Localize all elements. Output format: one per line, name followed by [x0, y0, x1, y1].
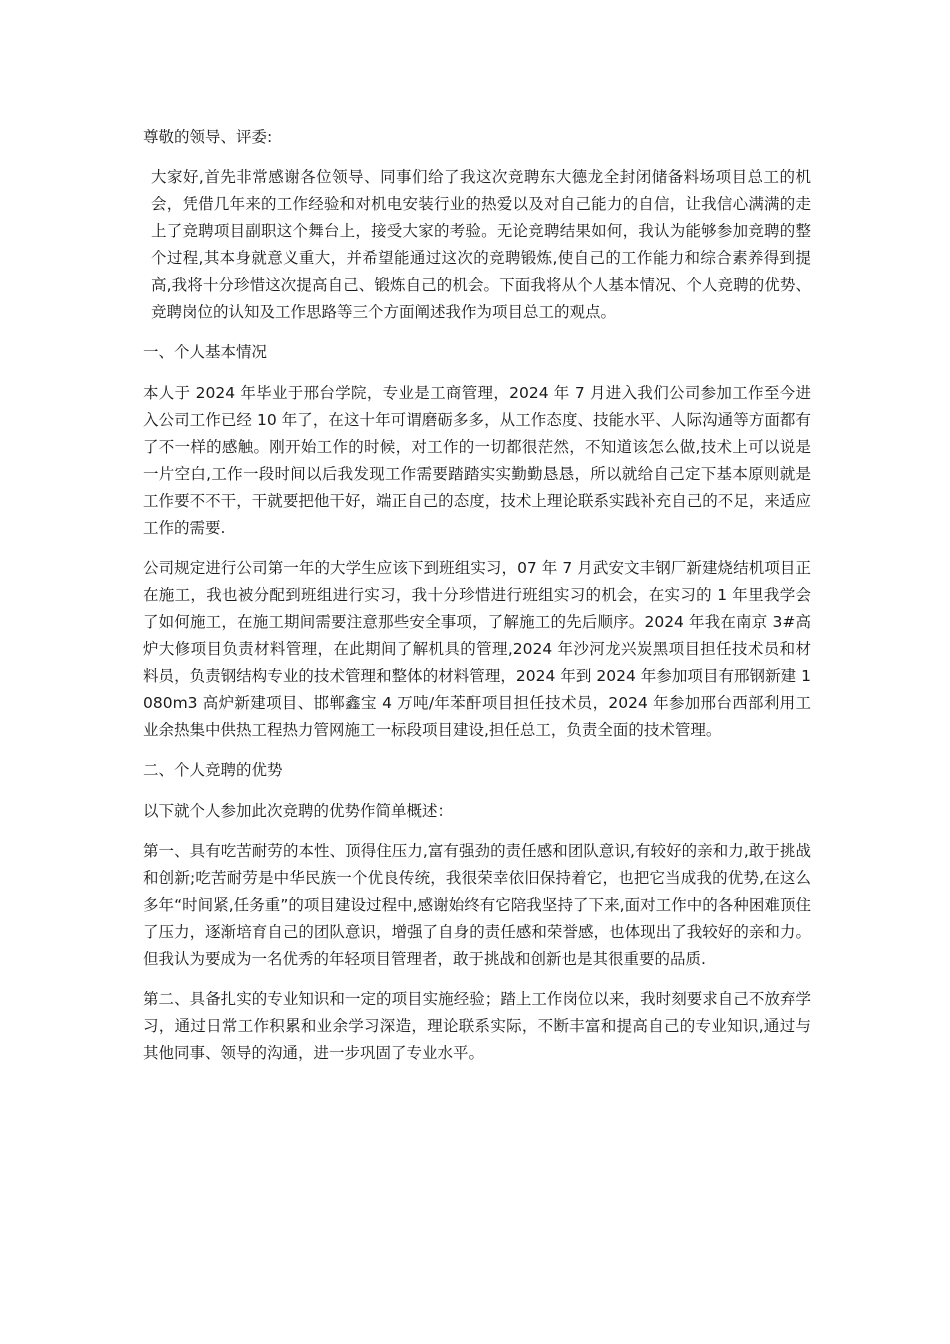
- section-2-heading: 二、个人竞聘的优势: [143, 761, 283, 779]
- section-2-paragraph-2: 第二、具备扎实的专业知识和一定的项目实施经验；踏上工作岗位以来，我时刻要求自己不放弃学习，通过日常工作积累和业余学习深造，理论联系实际，不断丰富和提高自己的专业知识,通过与其他同事、领导的沟通，进一步巩固了专业水平。: [143, 990, 811, 1062]
- section-1-paragraph-1: 本人于 2024 年毕业于邢台学院，专业是工商管理，2024 年 7 月进入我们公司参加工作至今进入公司工作已经 10 年了，在这十年可谓磨砺多多，从工作态度、技能水平、人际沟通等方面都有了不一样的感触。刚开始工作的时候，对工作的一切都很茫然，不知道该怎么做,技术上可以说是一片空白,工作一段时间以后我发现工作需要踏踏实实勤勤恳恳，所以就给自己定下基本原则就是工作要不不干，干就要把他干好，端正自己的态度，技术上理论联系实践补充自己的不足，来适应工作的需要.: [143, 384, 811, 537]
- salutation: 尊敬的领导、评委:: [143, 128, 273, 146]
- section-1-paragraph-2: 公司规定进行公司第一年的大学生应该下到班组实习，07 年 7 月武安文丰钢厂新建烧结机项目正在施工，我也被分配到班组进行实习，我十分珍惜进行班组实习的机会，在实习的 1 年里我学会了如何施工，在施工期间需要注意那些安全事项，了解施工的先后顺序。2024 年我在南京 3#高炉大修项目负责材料管理，在此期间了解机具的管理,2024 年沙河龙兴炭黑项目担任技术员和材料员，负责钢结构专业的技术管理和整体的材料管理，2024 年到 2024 年参加项目有邢钢新建 1080m3 高炉新建项目、邯郸鑫宝 4 万吨/年苯酐项目担任技术员，2024 年参加邢台西部利用工业余热集中供热工程热力管网施工一标段项目建设,担任总工，负责全面的技术管理。: [143, 559, 811, 739]
- intro-paragraph: 大家好,首先非常感谢各位领导、同事们给了我这次竞聘东大德龙全封闭储备料场项目总工的机会，凭借几年来的工作经验和对机电安装行业的热爱以及对自己能力的自信，让我信心满满的走上了竞聘项目副职这个舞台上，接受大家的考验。无论竞聘结果如何，我认为能够参加竞聘的整个过程,其本身就意义重大，并希望能通过这次的竞聘锻炼,使自己的工作能力和综合素养得到提高,我将十分珍惜这次提高自己、锻炼自己的机会。下面我将从个人基本情况、个人竞聘的优势、竞聘岗位的认知及工作思路等三个方面阐述我作为项目总工的观点。: [151, 168, 811, 321]
- section-2-paragraph-1: 第一、具有吃苦耐劳的本性、顶得住压力,富有强劲的责任感和团队意识,有较好的亲和力,敢于挑战和创新;吃苦耐劳是中华民族一个优良传统，我很荣幸依旧保持着它，也把它当成我的优势,在这么多年“时间紧,任务重”的项目建设过程中,感谢始终有它陪我坚持了下来,面对工作中的各种困难顶住了压力，逐渐培育自己的团队意识，增强了自身的责任感和荣誉感，也体现出了我较好的亲和力。但我认为要成为一名优秀的年轻项目管理者，敢于挑战和创新也是其很重要的品质.: [143, 842, 811, 968]
- section-2-lead: 以下就个人参加此次竞聘的优势作简单概述：: [143, 802, 454, 820]
- document-body: [143, 124, 811, 1080]
- section-1-heading: 一、个人基本情况: [143, 343, 268, 361]
